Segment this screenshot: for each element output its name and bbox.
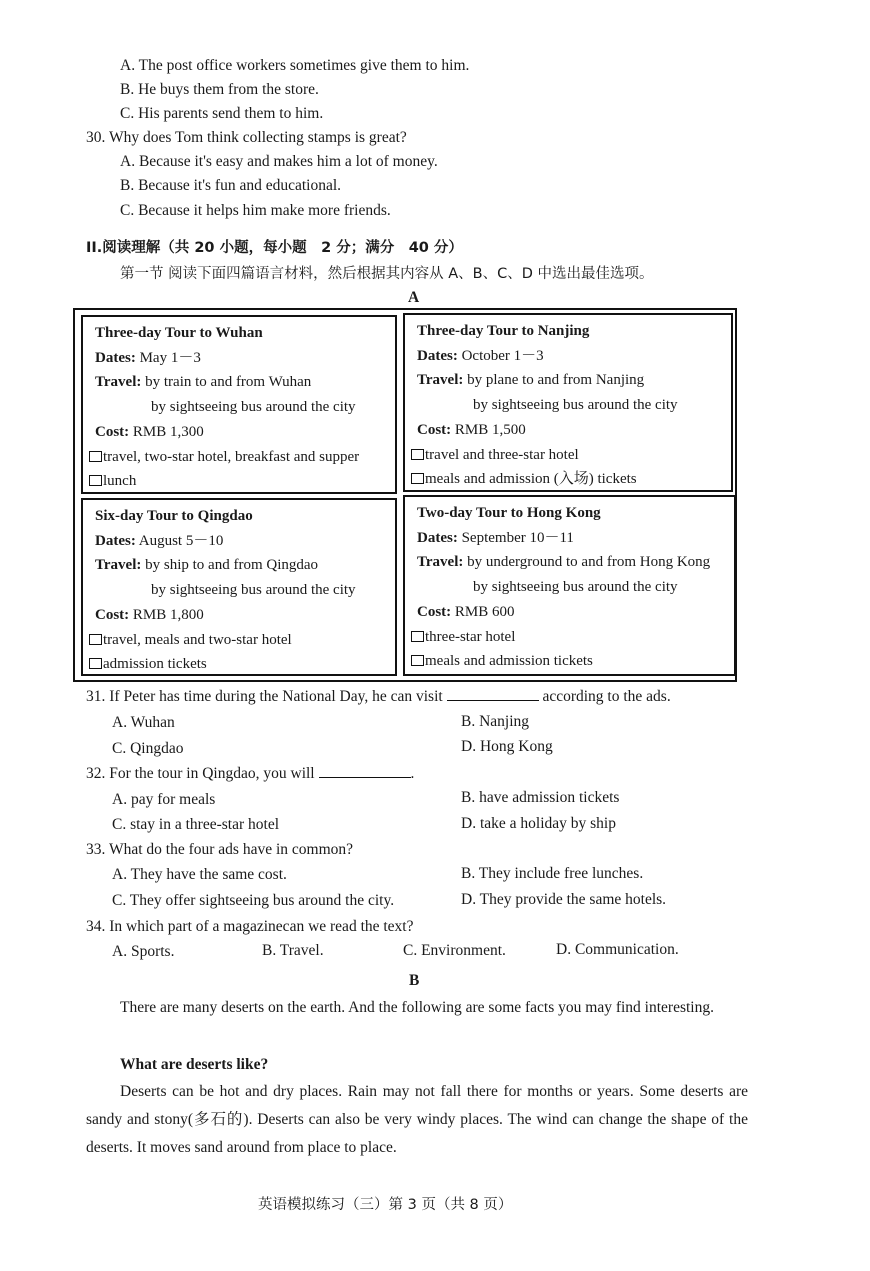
- q31-option-a: A. Wuhan: [112, 714, 175, 731]
- q34-question: 34. In which part of a magazinecan we read the text?: [86, 918, 414, 935]
- ad-title: Two-day Tour to Hong Kong: [417, 505, 601, 521]
- include-item: travel, two-star hotel, breakfast and supper: [103, 448, 360, 465]
- q29-option-b: B. He buys them from the store.: [120, 81, 319, 98]
- cost-value: RMB 1,800: [132, 606, 204, 623]
- cost-label: Cost:: [417, 603, 452, 620]
- section-heading: II.阅读理解（共 20 小题，每小题 2 分；满分 40 分）: [86, 240, 463, 256]
- include-item: meals and admission (入场) tickets: [425, 471, 637, 488]
- cost-label: Cost:: [95, 423, 130, 440]
- passage-a-letter: A: [408, 289, 420, 306]
- dates-value: May 1－3: [139, 349, 201, 366]
- section-instruction: 第一节 阅读下面四篇语言材料，然后根据其内容从 A、B、C、D 中选出最佳选项。: [120, 266, 654, 282]
- q32-text-end: .: [410, 765, 415, 782]
- q31-option-c: C. Qingdao: [112, 740, 184, 757]
- cost-value: RMB 1,300: [132, 423, 204, 440]
- include-item: three-star hotel: [425, 628, 516, 645]
- q34-option-d: D. Communication.: [556, 941, 679, 958]
- q33-option-b: B. They include free lunches.: [461, 865, 644, 882]
- answer-blank[interactable]: [319, 777, 411, 778]
- passage-b-subheading: What are deserts like?: [120, 1056, 269, 1073]
- q33-question: 33. What do the four ads have in common?: [86, 841, 354, 858]
- q32-option-d: D. take a holiday by ship: [461, 815, 616, 832]
- travel-value-2: by sightseeing bus around the city: [473, 397, 678, 414]
- cost-value: RMB 1,500: [454, 421, 526, 438]
- dates-label: Dates:: [95, 349, 136, 366]
- q34-option-a: A. Sports.: [112, 943, 175, 960]
- checkbox-icon: [411, 473, 424, 484]
- q30-option-c: C. Because it helps him make more friends.: [120, 202, 391, 219]
- travel-value-2: by sightseeing bus around the city: [151, 582, 356, 599]
- checkbox-icon: [411, 449, 424, 460]
- page-footer: 英语模拟练习（三）第 3 页（共 8 页）: [258, 1197, 513, 1213]
- q30-question: 30. Why does Tom think collecting stamps is great?: [86, 129, 407, 146]
- checkbox-icon: [411, 655, 424, 666]
- q31-text-end: according to the ads.: [542, 688, 671, 705]
- travel-value-2: by sightseeing bus around the city: [151, 399, 356, 416]
- q29-option-a: A. The post office workers sometimes give them to him.: [120, 57, 470, 74]
- q32-option-a: A. pay for meals: [112, 791, 216, 808]
- ad-title: Six-day Tour to Qingdao: [95, 508, 253, 524]
- q31-option-d: D. Hong Kong: [461, 738, 553, 755]
- cost-label: Cost:: [95, 606, 130, 623]
- dates-label: Dates:: [417, 529, 458, 546]
- ad-hong-kong: [403, 495, 736, 676]
- checkbox-icon: [89, 451, 102, 462]
- q33-option-d: D. They provide the same hotels.: [461, 891, 667, 908]
- travel-value: by underground to and from Hong Kong: [467, 554, 711, 571]
- ad-qingdao: [81, 498, 397, 676]
- checkbox-icon: [89, 634, 102, 645]
- include-item: travel, meals and two-star hotel: [103, 631, 292, 648]
- ad-title: Three-day Tour to Wuhan: [95, 325, 263, 341]
- q31-question: [86, 687, 671, 707]
- q31-option-b: B. Nanjing: [461, 713, 530, 730]
- dates-value: September 10－11: [461, 529, 574, 546]
- ad-nanjing: [403, 313, 733, 492]
- passage-b-body: Deserts can be hot and dry places. Rain may not fall there for months or years. Some deserts are sandy and stony(多石的). Deserts can also be very windy places. The wind can change the shape of the deserts. It moves sand around from place to place.: [86, 1083, 748, 1156]
- q32-option-c: C. stay in a three-star hotel: [112, 816, 280, 833]
- dates-value: August 5－10: [138, 532, 224, 549]
- q32-question: [86, 764, 414, 784]
- q31-text: 31. If Peter has time during the National Day, he can visit: [86, 688, 443, 705]
- answer-blank[interactable]: [447, 700, 539, 701]
- ad-title: Three-day Tour to Nanjing: [417, 323, 590, 339]
- travel-label: Travel:: [417, 372, 464, 389]
- include-item: travel and three-star hotel: [425, 446, 579, 463]
- q32-option-b: B. have admission tickets: [461, 789, 620, 806]
- q34-option-c: C. Environment.: [403, 942, 506, 959]
- checkbox-icon: [89, 475, 102, 486]
- travel-value: by ship to and from Qingdao: [145, 557, 319, 574]
- q33-option-c: C. They offer sightseeing bus around the city.: [112, 892, 395, 909]
- q34-option-b: B. Travel.: [262, 942, 324, 959]
- q30-option-b: B. Because it's fun and educational.: [120, 177, 342, 194]
- q33-option-a: A. They have the same cost.: [112, 866, 287, 883]
- travel-label: Travel:: [417, 554, 464, 571]
- q32-text: 32. For the tour in Qingdao, you will: [86, 765, 315, 782]
- dates-label: Dates:: [417, 347, 458, 364]
- ad-wuhan: [81, 315, 397, 494]
- dates-value: October 1－3: [461, 347, 544, 364]
- q30-option-a: A. Because it's easy and makes him a lot of money.: [120, 153, 438, 170]
- checkbox-icon: [411, 631, 424, 642]
- travel-label: Travel:: [95, 374, 142, 391]
- passage-b-intro: There are many deserts on the earth. And the following are some facts you may find interesting.: [120, 999, 714, 1016]
- include-item: meals and admission tickets: [425, 653, 593, 670]
- passage-b-letter: B: [409, 972, 420, 989]
- include-item: admission tickets: [103, 656, 207, 673]
- checkbox-icon: [89, 658, 102, 669]
- travel-label: Travel:: [95, 557, 142, 574]
- cost-value: RMB 600: [454, 603, 515, 620]
- cost-label: Cost:: [417, 421, 452, 438]
- travel-value-2: by sightseeing bus around the city: [473, 579, 678, 596]
- travel-value: by plane to and from Nanjing: [467, 372, 645, 389]
- include-item: lunch: [103, 473, 137, 490]
- dates-label: Dates:: [95, 532, 136, 549]
- travel-value: by train to and from Wuhan: [145, 374, 312, 391]
- q29-option-c: C. His parents send them to him.: [120, 105, 324, 122]
